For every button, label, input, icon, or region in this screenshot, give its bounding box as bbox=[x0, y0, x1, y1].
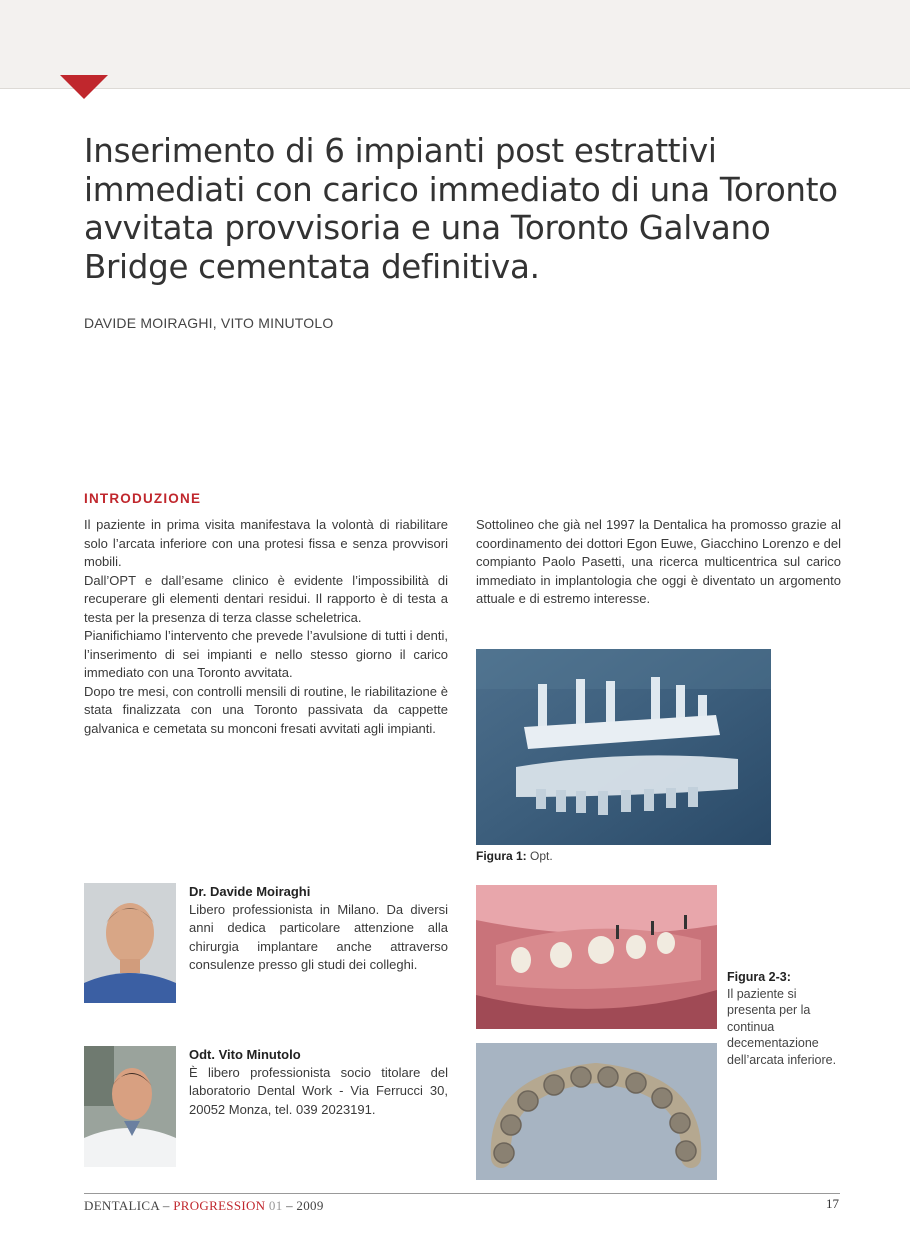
footer-year: – 2009 bbox=[286, 1198, 324, 1213]
paragraph: Dall’OPT e dall’esame clinico è evidente l’impossibilità di recuperare gli elementi dentari residui. Il rapporto è di testa a testa per la presenza di terza classe scheletrica. bbox=[84, 572, 448, 625]
bio-minutolo bbox=[189, 1046, 448, 1119]
top-band bbox=[0, 0, 910, 88]
paragraph: Sottolineo che già nel 1997 la Dentalica ha promosso grazie al coordinamento dei dottori Egon Euwe, Giacchino Lorenzo e del compianto Paolo Pasetti, una ricerca multicentrica sul carico immediato in implantologia che oggi è diventato un argomento attuale e di estremo interesse. bbox=[476, 517, 841, 606]
article-authors: DAVIDE MOIRAGHI, VITO MINUTOLO bbox=[84, 315, 334, 331]
paragraph: Il paziente in prima visita manifestava la volontà di riabilitare solo l’arcata inferiore con una protesi fissa e senza provvisori mobili. bbox=[84, 517, 448, 569]
page-number: 17 bbox=[826, 1196, 839, 1211]
author-photo-minutolo bbox=[84, 1046, 176, 1167]
section-heading: INTRODUZIONE bbox=[84, 491, 202, 506]
article-title: Inserimento di 6 impianti post estrattivi immediati con carico immediato di una Toronto avvitata provvisoria e una Toronto Galvano Bridge cementata definitiva. bbox=[84, 132, 838, 286]
footer-divider bbox=[84, 1193, 840, 1194]
figure-1-opt-xray bbox=[476, 649, 771, 845]
footer-prefix: DENTALICA – bbox=[84, 1198, 174, 1213]
author-photo-moiraghi bbox=[84, 883, 176, 1003]
bio-text: È libero professionista socio titolare del laboratorio Dental Work - Via Ferrucci 30, 20052 Monza, tel. 039 2023191. bbox=[189, 1065, 448, 1117]
caption-text: Il paziente si presenta per la continua decementazione dell’arcata inferiore. bbox=[727, 986, 837, 1067]
bio-moiraghi bbox=[189, 883, 448, 974]
footer-journal bbox=[84, 1198, 324, 1214]
paragraph: Pianifichiamo l’intervento che prevede l’avulsione di tutti i denti, l’inserimento di sei impianti e nello stesso giorno il carico immediato con una Toronto avvitata. bbox=[84, 628, 448, 680]
figure-1-caption bbox=[476, 849, 553, 863]
bio-text: Libero professionista in Milano. Da diversi anni dedica particolare attenzione alla chirurgia implantare anche attraverso consulenze presso gli studi dei colleghi. bbox=[189, 902, 448, 972]
footer-issue: 01 bbox=[265, 1198, 287, 1213]
top-divider bbox=[0, 88, 910, 89]
figure-3-bridge-photo bbox=[476, 1043, 717, 1180]
bio-name: Odt. Vito Minutolo bbox=[189, 1047, 301, 1062]
paragraph: Dopo tre mesi, con controlli mensili di routine, le riabilitazione è stata finalizzata con una Toronto passivata da cappette galvanica e cemetata su monconi fresati avvitati agli impianti. bbox=[84, 683, 448, 736]
left-column bbox=[84, 516, 448, 738]
caption-label: Figura 2-3: bbox=[727, 970, 791, 984]
right-column bbox=[476, 516, 841, 609]
footer-brand: PROGRESSION bbox=[173, 1198, 266, 1213]
red-triangle-marker bbox=[60, 75, 108, 99]
caption-label: Figura 1: bbox=[476, 849, 527, 863]
bio-name: Dr. Davide Moiraghi bbox=[189, 884, 311, 899]
figure-2-3-caption bbox=[727, 969, 837, 1068]
figure-2-clinical-photo bbox=[476, 885, 717, 1029]
caption-text: Opt. bbox=[530, 849, 553, 863]
